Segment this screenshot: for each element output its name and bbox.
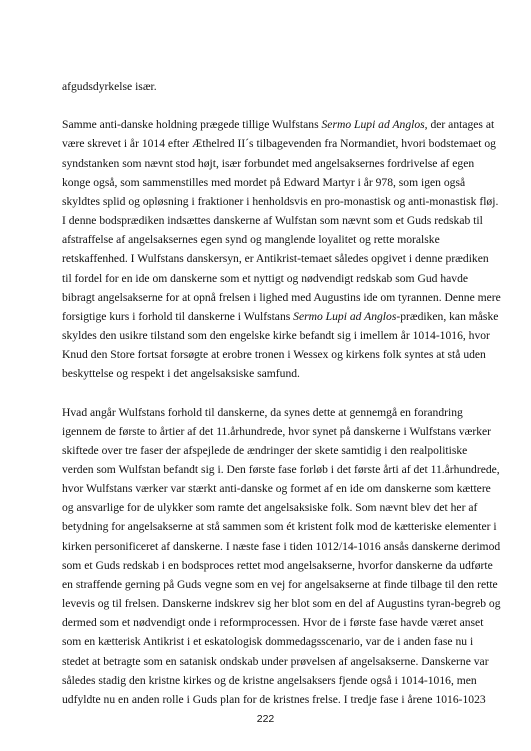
text-line: Hvad angår Wulfstans forhold til danskerne, da synes dette at gennemgå en forandring — [62, 405, 463, 419]
text-line: forsigtige kurs i forhold til danskerne i Wulfstans Sermo Lupi ad Anglos-prædiken, kan måske — [62, 309, 499, 323]
text-line: verden som Wulfstan befandt sig i. Den første fase forløb i det første årti af det 11.århundrede, — [62, 463, 500, 476]
text-line: I denne bodsprædiken indsættes danskerne af Wulfstan som nævnt som et Guds redskab til — [62, 214, 483, 228]
text-line: stedet at betragte som en satanisk ondskab under prøvelsen af angelsakserne. Danskerne var — [62, 654, 489, 668]
text-line: dermed som et nødvendigt onde i reformprocessen. Hvor de i første fase havde været anset — [62, 616, 484, 630]
text-line: igennem de første to årtier af det 11.århundrede, hvor synet på danskerne i Wulfstans værker — [62, 424, 492, 438]
text-line: til fordel for en ide om danskerne som et nyttigt og nødvendigt redskab som Gud havde — [62, 271, 469, 285]
text-line: kirken personificeret af danskerne. I næste fase i tiden 1012/14-1016 ansås danskerne derimod — [62, 539, 501, 553]
text-line: beskyttelse og respekt i det angelsaksiske samfund. — [62, 367, 300, 381]
text-line: retskaffenhed. I Wulfstans danskersyn, er Antikrist-temaet således opgivet i denne prædiken — [62, 252, 489, 266]
text-line: være skrevet i år 1014 efter Æthelred II´s tilbagevenden fra Normandiet, hvori bodstemaet og — [62, 137, 496, 151]
text-line: betydning for angelsakserne at stå sammen som ét kristent folk mod de kætteriske elementer i — [62, 520, 497, 534]
text-line: skyldes den usikre tilstand som den engelske kirke befandt sig i imellem år 1014-1016, hvor — [62, 328, 490, 342]
page-number: 222 — [256, 713, 275, 725]
text-line: levevis og til frelsen. Danskerne indskrev sig her blot som en del af Augustins tyran-begreb og — [62, 597, 501, 611]
text-line: som en kætterisk Antikrist i et eskatologisk dommedagsscenario, var de i anden fase nu i — [62, 635, 474, 649]
text-line: afgudsdyrkelse især. — [62, 80, 157, 93]
text-line: Samme anti-danske holdning prægede tillige Wulfstans Sermo Lupi ad Anglos, der antages at — [62, 118, 495, 132]
text-line: hvor Wulfstans værker var stærkt anti-danske og formet af en ide om danskerne som kættere — [62, 482, 491, 496]
text-line: og ansvarlige for de ulykker som ramte det angelsaksiske folk. Som nævnt blev det her af — [62, 501, 478, 515]
text-line: en straffende gerning på Guds vegne som en vej for angelsakserne at finde tilbage til den rette — [62, 577, 498, 591]
text-line: udfyldte nu en anden rolle i Guds plan for de kristnes frelse. I tredje fase i årene 1016-1023 — [62, 692, 486, 706]
text-line: konge også, som sammenstilles med mordet på Edward Martyr i år 978, som igen også — [62, 175, 466, 189]
text-line: Knud den Store fortsat forsøgte at erobre tronen i Wessex og kirkens folk syntes at stå uden — [62, 348, 486, 362]
text-line: bibragt angelsakserne for at opnå frelsen i lighed med Augustins ide om tyrannen. Denne mere — [62, 290, 501, 304]
text-line: skyldtes splid og opløsning i fraktioner i henholdsvis en pro-monastisk og anti-monastisk fløj. — [62, 194, 499, 208]
text-line: afstraffelse af angelsaksernes egen synd og manglende loyalitet og rette moralske — [62, 233, 440, 247]
text-line: syndstanken som nævnt stod højt, især forbundet med angelsaksernes fordrivelse af egen — [62, 156, 475, 170]
text-line: således stadig den kristne kirkes og de kristne angelsaksers fjende også i 1014-1016, men — [62, 673, 477, 687]
text-line: skiftede over tre faser der afspejlede de ændringer der skete samtidig i den realpolitiske — [62, 443, 468, 457]
text-line: som et Guds redskab i en bodsproces rettet mod angelsakserne, hvorfor danskerne da udførte — [62, 558, 493, 572]
